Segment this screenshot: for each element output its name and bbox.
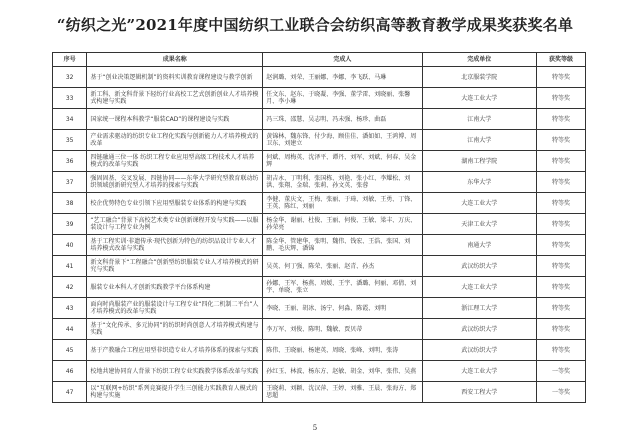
cell-winners: 陈金华、管建华、张明、魏伟、钱宏、王浩、张国、刘鹏、毛庆辉、潘锦 xyxy=(263,235,422,256)
cell-name: 校地共建协同育人背景下纺织工程专业实践教学体系改革与实践 xyxy=(87,361,263,382)
cell-no: 43 xyxy=(53,298,87,319)
cell-unit: 南通大学 xyxy=(422,235,537,256)
cell-level: 特等奖 xyxy=(537,256,586,277)
cell-name: 基于工程实训·非遗传承·现代创新为特色的纺织品设计专业人才培养模式改革与实践 xyxy=(87,235,263,256)
cell-level: 一等奖 xyxy=(537,361,586,382)
cell-name: 新文科背景下“工程融合”创新型纺织服装专业人才培养模式的研究与实践 xyxy=(87,256,263,277)
cell-level: 特等奖 xyxy=(537,214,586,235)
cell-no: 42 xyxy=(53,277,87,298)
table-row xyxy=(53,298,586,319)
cell-no: 38 xyxy=(53,193,87,214)
cell-winners: 李万军、刘俊、陈明、魏敏、贾贝蒂 xyxy=(263,319,422,340)
cell-winners: 冯三珠、邵慧、吴志明、冯未强、杨珍、曲磊 xyxy=(263,109,422,130)
table-row xyxy=(53,340,586,361)
cell-winners: 胡吉永、丁明利、张国栋、刘艳、张小红、李耀松、刘洪、张翔、金瑞、张莉、孙文英、张蓉 xyxy=(263,172,422,193)
cell-no: 36 xyxy=(53,151,87,172)
cell-winners: 李健、董庆文、王梅、张丽、于琦、刘敏、王勇、丁锋、王英、陈红、刘丽 xyxy=(263,193,422,214)
cell-unit: 天津工业大学 xyxy=(422,214,537,235)
cell-no: 44 xyxy=(53,319,87,340)
cell-winners: 陈伟、王晓丽、杨建英、周晓、张峰、刘明、张涛 xyxy=(263,340,422,361)
cell-no: 35 xyxy=(53,130,87,151)
page-title: “纺织之光”2021年度中国纺织工业联合会纺织高等教育教学成果奖获奖名单 xyxy=(56,16,574,34)
cell-unit: 大连工业大学 xyxy=(422,193,537,214)
header-name: 成果名称 xyxy=(87,53,263,67)
cell-no: 46 xyxy=(53,361,87,382)
table-row xyxy=(53,214,586,235)
table-row xyxy=(53,235,586,256)
table-row xyxy=(53,67,586,88)
cell-level: 特等奖 xyxy=(537,193,586,214)
header-winners: 完成人 xyxy=(263,53,422,67)
cell-winners: 赵润璐、刘荣、王丽娜、李娜、李飞跃、马琳 xyxy=(263,67,422,88)
table-row xyxy=(53,361,586,382)
cell-name: 基于“创业决策逻辑机制”的资料实训教育课程建设与教学创新 xyxy=(87,67,263,88)
cell-unit: 浙江理工大学 xyxy=(422,298,537,319)
cell-name: 产业需求驱动的纺织专业工程化实践与创新能力人才培养模式的改革 xyxy=(87,130,263,151)
cell-unit: 武汉纺织大学 xyxy=(422,256,537,277)
cell-level: 特等奖 xyxy=(537,277,586,298)
cell-unit: 东华大学 xyxy=(422,172,537,193)
cell-unit: 大连工业大学 xyxy=(422,361,537,382)
cell-level: 特等奖 xyxy=(537,319,586,340)
cell-name: 四链融通三位一体 纺织工程专业应用型高级工程技术人才培养模式的改革与实践 xyxy=(87,151,263,172)
table-row xyxy=(53,130,586,151)
cell-name: 以“互联网+纺织”系列竞赛提升学生三创能力实践教育人模式的构建与实施 xyxy=(87,382,263,403)
cell-unit: 武汉纺织大学 xyxy=(422,340,537,361)
cell-level: 特等奖 xyxy=(537,130,586,151)
table-row xyxy=(53,319,586,340)
cell-no: 32 xyxy=(53,67,87,88)
cell-level: 特等奖 xyxy=(537,235,586,256)
cell-name: 面向时尚服装产业的服装设计与工程专业“四化二机制二平台”人才培养模式的改革与实践 xyxy=(87,298,263,319)
header-unit: 完成单位 xyxy=(422,53,537,67)
page-number: 5 xyxy=(312,424,318,432)
table-row xyxy=(53,193,586,214)
cell-level: 特等奖 xyxy=(537,298,586,319)
cell-winners: 孙娜、王军、杨燕、周嫒、王宇、潘璐、何丽、邓倩、刘宇、单晓、张立 xyxy=(263,277,422,298)
cell-no: 40 xyxy=(53,235,87,256)
cell-no: 33 xyxy=(53,88,87,109)
cell-name: 校企优势特色专业引领下应用型服装专业体系的构建与实践 xyxy=(87,193,263,214)
cell-winners: 杨金华、谢丽、杜俊、王丽、何俊、王敏、梁丰、万庆、孙荣亮 xyxy=(263,214,422,235)
cell-level: 特等奖 xyxy=(537,67,586,88)
cell-winners: 王晓莉、刘颖、沈汉萍、王婷、刘雅、王晨、张海方、郑思超 xyxy=(263,382,422,403)
cell-unit: 江南大学 xyxy=(422,130,537,151)
cell-winners: 黄锦林、魏东锋、付少海、顾佳佳、潘如如、王鸿博、周卫东、刘建立 xyxy=(263,130,422,151)
header-level: 获奖等级 xyxy=(537,53,586,67)
table-row xyxy=(53,172,586,193)
cell-unit: 湖南工程学院 xyxy=(422,151,537,172)
cell-level: 特等奖 xyxy=(537,151,586,172)
cell-level: 特等奖 xyxy=(537,172,586,193)
table-row xyxy=(53,256,586,277)
cell-level: 一等奖 xyxy=(537,382,586,403)
cell-unit: 北京服装学院 xyxy=(422,67,537,88)
cell-unit: 大连工业大学 xyxy=(422,88,537,109)
cell-name: 强固固基、交叉发展、四链协同——东华大学研究型教育联动纺织领域创新研究型人才培养的探索与实践 xyxy=(87,172,263,193)
cell-name: 基于“文化传承、多元协同”的纺织时尚创意人才培养模式构建与实践 xyxy=(87,319,263,340)
cell-unit: 武汉纺织大学 xyxy=(422,319,537,340)
cell-level: 特等奖 xyxy=(537,109,586,130)
cell-winners: 孙红玉、林波、杨东方、赵敏、胡金、刘华、张伟、吴燕 xyxy=(263,361,422,382)
table-row xyxy=(53,151,586,172)
cell-no: 41 xyxy=(53,256,87,277)
cell-winners: 何斌、周梅英、沈泽平、谭丹、刘军、刘斌、何春、吴金辉 xyxy=(263,151,422,172)
table-row xyxy=(53,277,586,298)
table-header-row xyxy=(53,53,586,67)
cell-name: 基于产教融合工程应用型非织造专业人才培养体系的探索与实践 xyxy=(87,340,263,361)
cell-winners: 李晓、王丽、胡冰、汤宁、何淼、陈霞、刘明 xyxy=(263,298,422,319)
cell-no: 34 xyxy=(53,109,87,130)
cell-no: 37 xyxy=(53,172,87,193)
cell-no: 45 xyxy=(53,340,87,361)
cell-level: 特等奖 xyxy=(537,340,586,361)
cell-unit: 江南大学 xyxy=(422,109,537,130)
cell-name: 新工科、新文科背景下轻纺行业高校工艺式创新创业人才培养模式构建与实践 xyxy=(87,88,263,109)
cell-name: 国家统一课程本科教学“服装CAD”的课程建设与实践 xyxy=(87,109,263,130)
cell-no: 47 xyxy=(53,382,87,403)
cell-winners: 任文东、赵东、于晓凝、李强、董学雷、刘晓丽、张馨月、李小琳 xyxy=(263,88,422,109)
header-no: 序号 xyxy=(53,53,87,67)
table-row xyxy=(53,109,586,130)
cell-no: 39 xyxy=(53,214,87,235)
cell-winners: 吴英、何丁强、陈荣、张丽、赵青、孙杰 xyxy=(263,256,422,277)
table-row xyxy=(53,88,586,109)
awards-table xyxy=(52,52,586,403)
table-row xyxy=(53,382,586,403)
cell-unit: 大连工业大学 xyxy=(422,277,537,298)
cell-unit: 西安工程大学 xyxy=(422,382,537,403)
cell-level: 特等奖 xyxy=(537,88,586,109)
cell-name: 服装专业本科人才创新实践教学平台体系构建 xyxy=(87,277,263,298)
cell-name: “艺工融合”背景下高校艺术类专业创新课程开发与实践——以服装设计与工程专业为例 xyxy=(87,214,263,235)
